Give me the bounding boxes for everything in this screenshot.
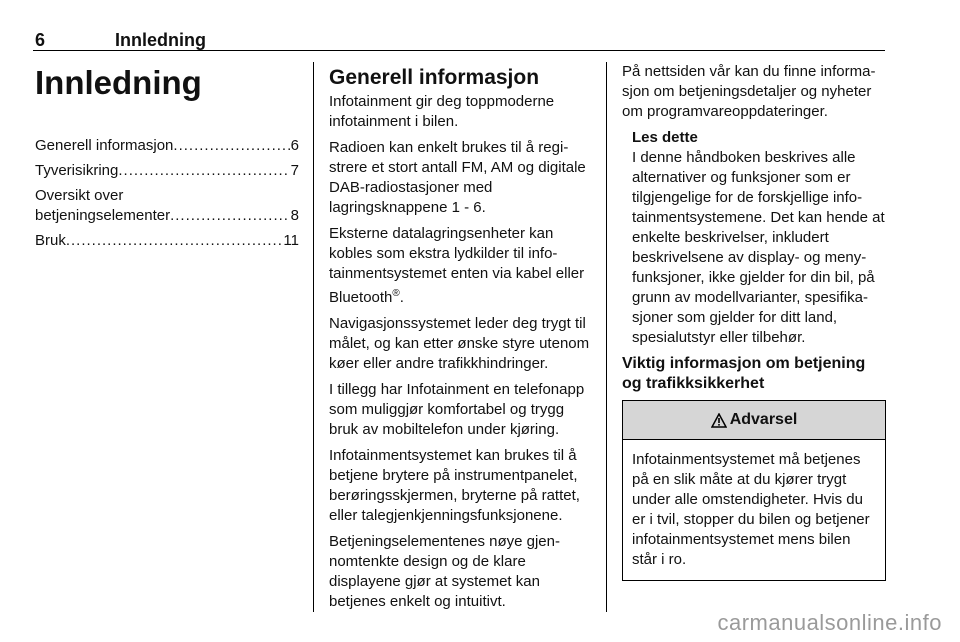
chapter-title: Innledning xyxy=(115,30,206,50)
toc-page: 11 xyxy=(283,232,299,249)
toc-label-line1: Oversikt over xyxy=(35,187,124,204)
intro-paragraph: På nettsiden vår kan du finne informasjon om betjeningsdetaljer og nyheter om programvareoppdateringer. xyxy=(622,63,876,120)
registered-mark: ® xyxy=(392,288,400,299)
toc-entry-tyverisikring[interactable] xyxy=(35,161,299,181)
bluetooth-text: Eksterne datalagringsenheter kan kobles som ekstra lydkilder til infotainmentsystemet enten via kabel eller Bluetooth xyxy=(329,225,585,306)
bluetooth-suffix: . xyxy=(399,289,404,306)
toc-label: Tyverisikring xyxy=(35,162,119,179)
bluetooth-paragraph xyxy=(329,224,593,308)
page-header xyxy=(33,22,885,51)
section-title: Innledning xyxy=(35,64,202,101)
safety-subheading: Viktig informasjon om betjening og trafikksikkerhet xyxy=(622,355,866,392)
paragraph: Infotainmentsystemet kan brukes til å betjene brytere på instrumentpanelet, berøringsskjermen, bryterne på rattet, eller talegjenkjenningsfunksjonene. xyxy=(329,447,580,524)
toc-entry-bruk[interactable] xyxy=(35,231,299,251)
toc-leader xyxy=(170,206,290,226)
toc-entry-oversikt-row xyxy=(35,206,299,226)
toc-leader xyxy=(173,136,289,156)
toc-entry-oversikt[interactable] xyxy=(35,186,299,226)
info-column xyxy=(622,62,886,581)
column-divider-2 xyxy=(606,62,607,612)
toc-leader xyxy=(118,161,289,181)
note-block xyxy=(632,128,886,348)
page-number: 6 xyxy=(35,30,46,50)
toc-label: betjeningselementer xyxy=(35,207,171,224)
watermark: carmanualsonline.info xyxy=(717,610,942,635)
column-divider-1 xyxy=(313,62,314,612)
note-text: I denne håndboken beskrives alle alternativer og funksjoner som er tilgjengelige for de forskjellige infotainmentsystemene. Det kan hende at enkelte beskrivelser, inkludert beskrivelsene av display- og menyfunksjoner, ikke gjelder for din bil, på grunn av modellvarianter, spesifikasjoner som gjelder for ditt land, spesialutstyr eller tilbehør. xyxy=(632,149,885,346)
paragraph: Infotainment gir deg toppmoderne infotainment i bilen. xyxy=(329,93,555,130)
general-info-column xyxy=(329,62,593,618)
paragraph: Radioen kan enkelt brukes til å registrere et stort antall FM, AM og digitale DAB-radiostasjoner med lagringsknappene 1 - 6. xyxy=(329,139,586,216)
paragraph: Betjeningselementenes nøye gjennomtenkte design og de klare displayene gjør at systemet kan betjenes enkelt og intuitivt. xyxy=(329,533,560,610)
note-title: Les dette xyxy=(632,129,698,146)
warning-header xyxy=(623,401,885,440)
general-info-heading: Generell informasjon xyxy=(329,66,540,89)
toc-leader xyxy=(66,231,283,251)
toc-entry-generell[interactable] xyxy=(35,136,299,156)
warning-box xyxy=(622,400,886,581)
paragraph: Navigasjonssystemet leder deg trygt til målet, og kan etter ønske styre utenom køer eller andre trafikkhindringer. xyxy=(329,315,590,372)
warning-triangle-icon xyxy=(711,413,727,428)
warning-title: Advarsel xyxy=(729,411,798,428)
paragraph: I tillegg har Infotainment en telefonapp som muliggjør komfortabel og trygg bruk av mobiltelefon under kjøring. xyxy=(329,381,585,438)
warning-text: Infotainmentsystemet må betjenes på en slik måte at du kjører trygt under alle omstendigheter. Hvis du er i tvil, stopper du bilen og betjener infotainmentsystemet mens bilen står i ro. xyxy=(632,451,870,568)
toc-page: 7 xyxy=(290,162,299,179)
toc-page: 6 xyxy=(290,137,299,154)
toc-label: Generell informasjon xyxy=(35,137,174,154)
toc-page: 8 xyxy=(290,207,299,224)
toc-column xyxy=(35,62,299,256)
toc-label: Bruk xyxy=(35,232,66,249)
